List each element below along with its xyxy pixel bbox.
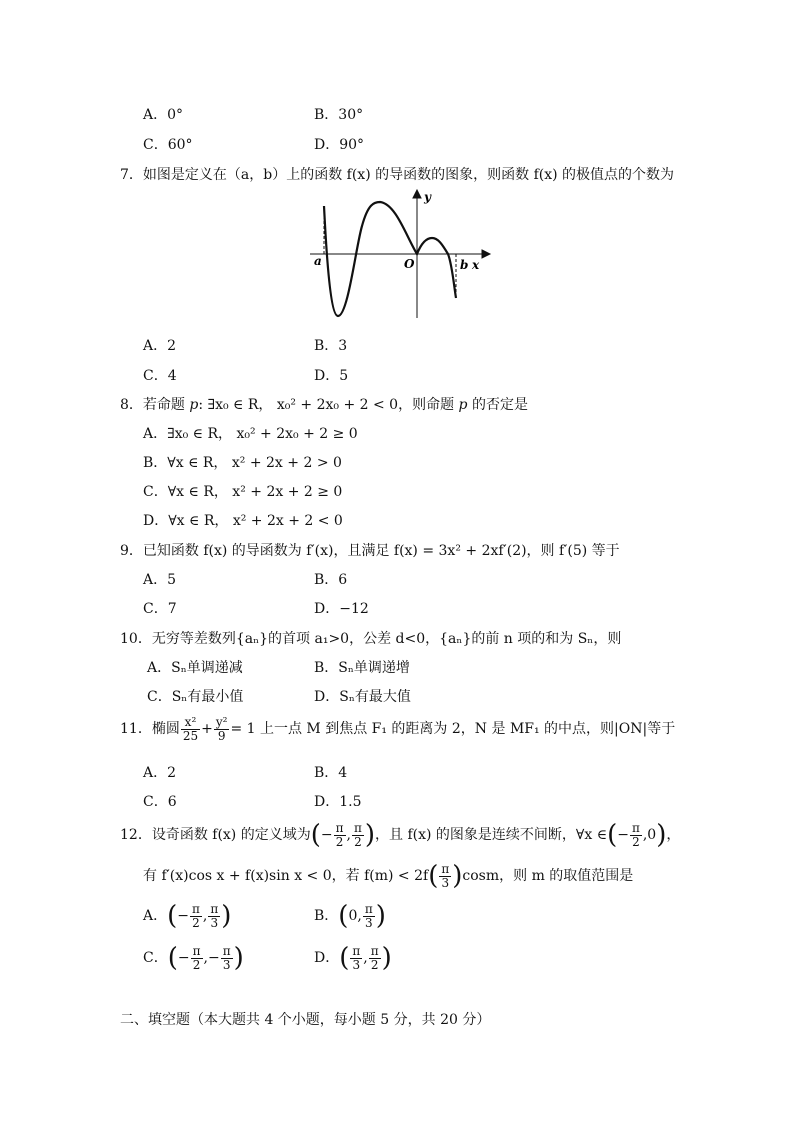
q11-option-b: B．4 (314, 765, 348, 781)
derivative-curve (324, 202, 456, 316)
fraction-y2-9: $\frac{\text{y²}}{9}$ (215, 714, 228, 743)
graph-label-a: a (314, 254, 322, 268)
q12-option-a: A．(− $\frac{\pi}{2}$ , $\frac{\pi}{3}$ ) (143, 901, 232, 931)
q7-stem: 7．如图是定义在（a，b）上的函数 f(x) 的导函数的图象，则函数 f(x) 的极值点的个数为 (120, 167, 675, 183)
q6-option-a: A．0° (143, 107, 184, 123)
q6-option-d: D．90° (314, 137, 365, 153)
q11-stem: 11．椭圆 $\frac{\text{x²}}{25}$ + $\frac{\text{y²}}{9}$ = 1 上一点 M 到焦点 F₁ 的距离为 2，N 是 MF₁ 的中点，则|ON|等于 (120, 714, 676, 743)
graph-label-o: O (404, 257, 415, 271)
q9-option-c: C．7 (143, 601, 177, 617)
derivative-graph (304, 186, 494, 326)
q10-option-a: A．Sₙ单调递减 (147, 660, 243, 676)
section-2-heading: 二、填空题（本大题共 4 个小题，每小题 5 分，共 20 分） (120, 1012, 491, 1028)
q8-option-a: A．∃x₀ ∈ R， x₀² + 2x₀ + 2 ≥ 0 (143, 426, 358, 442)
q8-option-b: B．∀x ∈ R， x² + 2x + 2 > 0 (143, 455, 342, 471)
q12-stem-line2: 有 f′(x)cos x + f(x)sin x < 0，若 f(m) < 2f( $\frac{\pi}{3}$ )cosm，则 m 的取值范围是 (143, 861, 634, 891)
q9-option-d: D．−12 (314, 601, 369, 617)
q10-option-d: D．Sₙ有最大值 (314, 689, 411, 705)
q11-option-a: A．2 (143, 765, 177, 781)
q9-option-b: B．6 (314, 572, 348, 588)
q11-option-d: D．1.5 (314, 794, 362, 810)
q12-option-c: C．(− $\frac{\pi}{2}$ ,− $\frac{\pi}{3}$ ) (143, 943, 244, 973)
graph-axes (310, 190, 490, 318)
q6-option-b: B．30° (314, 107, 364, 123)
q9-stem: 9．已知函数 f(x) 的导函数为 f′(x)，且满足 f(x) = 3x² + 2xf′(2)，则 f′(5) 等于 (120, 543, 620, 559)
graph-label-b: b (460, 258, 469, 272)
q9-option-a: A．5 (143, 572, 177, 588)
q7-option-a: A．2 (143, 338, 177, 354)
q11-option-c: C．6 (143, 794, 177, 810)
graph-label-y: y (424, 190, 431, 204)
q8-option-c: C．∀x ∈ R， x² + 2x + 2 ≥ 0 (143, 484, 343, 500)
q6-option-c: C．60° (143, 137, 193, 153)
fraction-x2-25: $\frac{\text{x²}}{25}$ (182, 714, 199, 743)
graph-label-x: x (472, 258, 480, 272)
q12-option-b: B．(0, $\frac{\pi}{3}$ ) (314, 901, 386, 931)
q10-option-c: C．Sₙ有最小值 (147, 689, 244, 705)
q8-stem: 8．若命题 p: ∃x₀ ∈ R， x₀² + 2x₀ + 2 < 0，则命题 p 的否定是 (120, 397, 528, 413)
q12-stem-line1: 12．设奇函数 f(x) 的定义域为(− $\frac{\pi}{2}$ , $\frac{\pi}{2}$ )，且 f(x) 的图象是连续不间断，∀x ∈(− $\frac{\pi}{2}$ ,0)， (120, 820, 681, 850)
q12-option-d: D．( $\frac{\pi}{3}$ , $\frac{\pi}{2}$ ) (314, 943, 392, 973)
q10-option-b: B．Sₙ单调递增 (314, 660, 410, 676)
q7-option-b: B．3 (314, 338, 348, 354)
q8-option-d: D．∀x ∈ R， x² + 2x + 2 < 0 (143, 513, 343, 529)
q7-option-d: D．5 (314, 368, 349, 384)
q10-stem: 10．无穷等差数列{aₙ}的首项 a₁>0，公差 d<0，{aₙ}的前 n 项的和为 Sₙ，则 (120, 631, 622, 647)
q7-option-c: C．4 (143, 368, 177, 384)
